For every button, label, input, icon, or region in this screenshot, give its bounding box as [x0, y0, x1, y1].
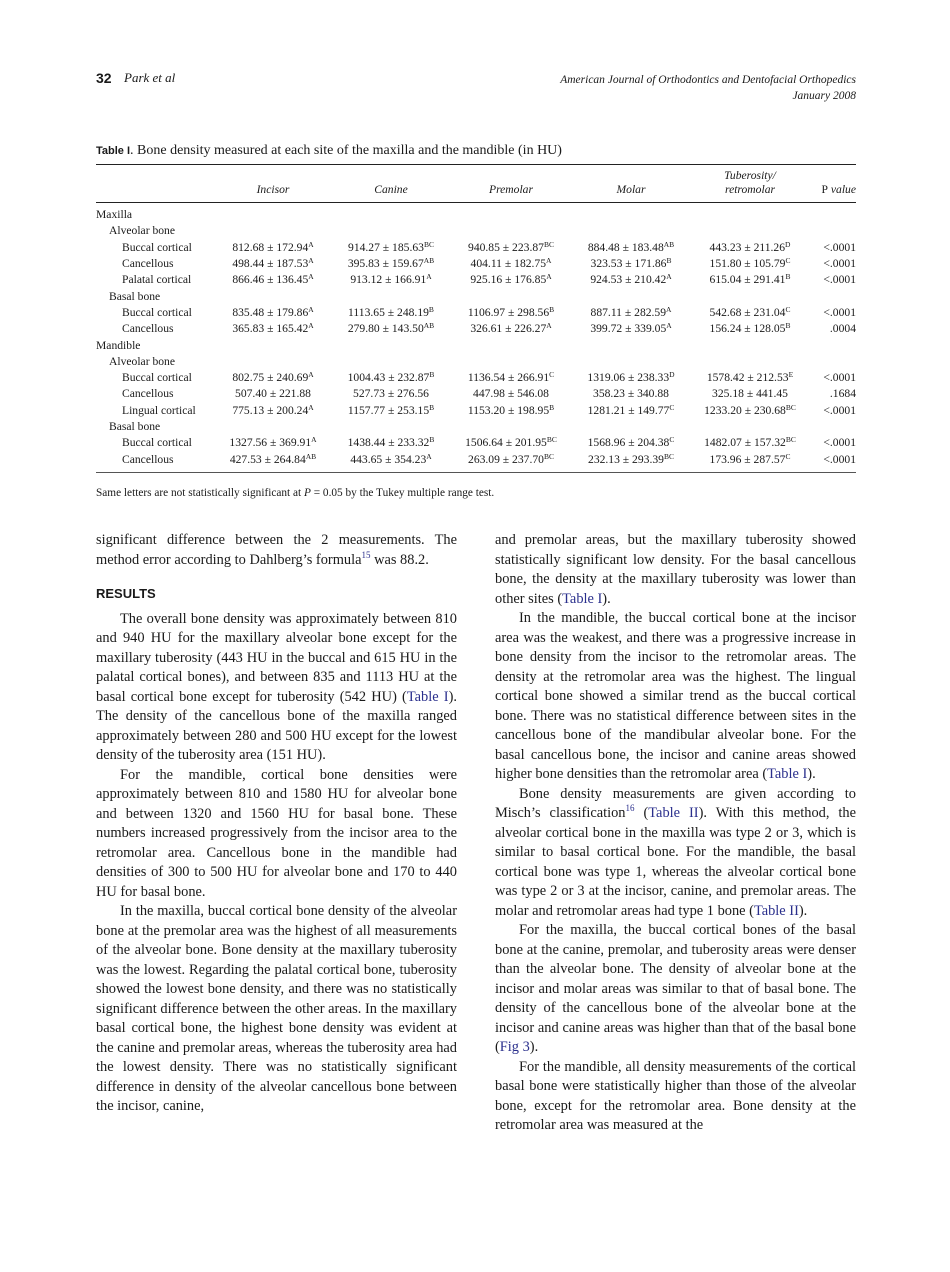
significance-letter: A	[666, 321, 672, 331]
table-row	[96, 451, 856, 472]
significance-letter: AB	[423, 321, 435, 331]
cell-value: $1157.77 \pm 253.15^B$	[347, 402, 435, 417]
significance-letter: C	[669, 402, 675, 412]
significance-letter: C	[785, 451, 791, 461]
p-value: <.0001	[823, 305, 856, 319]
header-incisor: Incisor	[214, 165, 332, 203]
paragraph: significant difference between the 2 measurements. The method error according to Dahlberg’s formula$^{15}$ was 88.2.	[96, 532, 457, 568]
row-label: Basal bone	[109, 420, 161, 433]
table-footnote: Same letters are not statistically significant at P = 0.05 by the Tukey multiple range test.	[96, 487, 495, 499]
cell-value: $1319.06 \pm 238.33^D$	[587, 370, 675, 385]
paragraph: For the mandible, all density measurements of the cortical basal bone were statistically higher than those of the alveolar bone, except for the retromolar area. Bone density at the retromolar area was measured at the	[495, 1058, 856, 1133]
cell-value: $835.48 \pm 179.86^A$	[232, 304, 314, 319]
significance-letter: A	[308, 256, 314, 266]
p-value: <.0001	[823, 403, 856, 417]
header-canine: Canine	[332, 165, 450, 203]
row-label: Basal bone	[109, 289, 161, 303]
significance-letter: AB	[663, 239, 675, 249]
cell-value: $1578.42 \pm 212.53^E$	[706, 370, 794, 385]
significance-letter: B	[549, 402, 555, 412]
header-p-value: P value	[810, 165, 856, 203]
header-site	[96, 165, 214, 203]
cell-value: $1106.97 \pm 298.56^B$	[467, 304, 555, 319]
journal-title: American Journal of Orthodontics and Dentofacial Orthopedics	[560, 74, 856, 86]
row-label: Mandible	[96, 338, 141, 352]
p-value: <.0001	[823, 257, 856, 271]
header-tuberosity: Tuberosity/ retromolar	[690, 165, 810, 203]
cell-value: $1153.20 \pm 198.95^B$	[467, 402, 555, 417]
link-table-2[interactable]: Table II	[648, 805, 699, 821]
significance-letter: BC	[543, 239, 554, 249]
link-table-1[interactable]: Table I	[562, 590, 603, 607]
significance-letter: A	[666, 304, 672, 314]
cell-value: $151.80 \pm 105.79^C$	[709, 256, 791, 271]
row-label: Cancellous	[122, 257, 174, 271]
significance-letter: B	[429, 370, 435, 380]
cell-value: $395.83 \pm 159.67^{AB}$	[347, 256, 435, 271]
right-column	[495, 531, 856, 1136]
cell-value: $812.68 \pm 172.94^A$	[232, 239, 314, 254]
significance-letter: BC	[663, 451, 674, 461]
table-label: Table I	[96, 145, 131, 157]
cell-value: 447.98 ± 546.08	[473, 387, 549, 401]
link-table-1[interactable]: Table I	[767, 766, 808, 782]
significance-letter: B	[428, 304, 434, 314]
cell-value: $173.96 \pm 287.57^C$	[690, 451, 810, 472]
cell-value: $232.13 \pm 293.39^{BC}$	[572, 451, 690, 472]
row-label: Buccal cortical	[122, 305, 192, 319]
table-row	[96, 370, 856, 386]
table-group-row	[96, 419, 856, 435]
significance-letter: A	[311, 435, 317, 445]
significance-letter: A	[308, 239, 314, 249]
significance-letter: C	[785, 304, 791, 314]
cell-value: $1438.44 \pm 233.32^B$	[347, 435, 435, 450]
section-heading-results: RESULTS	[96, 586, 156, 601]
cell-value: 507.40 ± 221.88	[235, 387, 311, 401]
significance-letter: A	[308, 402, 314, 412]
significance-letter: BC	[423, 239, 434, 249]
cell-value: $263.09 \pm 237.70^{BC}$	[450, 451, 572, 472]
cell-value: $925.16 \pm 176.85^A$	[470, 272, 552, 287]
paragraph: In the maxilla, buccal cortical bone density of the alveolar bone at the premolar area was the highest of all measurements of the alveolar bone. Bone density at the maxillary tuberosity was the lowest. Regarding the palatal cortical bone, tuberosity showed the lowest bone density, and there was no statistically significant difference between the other areas. In the maxillary basal cortical bone, the highest bone density was evident at the canine and premolar areas, whereas the tuberosity area had the lowest density. There was no statistically significant difference in density of the alveolar cancellous bone between the incisor, canine,	[96, 903, 457, 1114]
cell-value: $1568.96 \pm 204.38^C$	[587, 435, 675, 450]
table-caption	[96, 143, 562, 159]
p-value: .1684	[829, 387, 856, 401]
p-value: <.0001	[823, 273, 856, 287]
row-label: Buccal cortical	[122, 240, 192, 254]
row-label: Cancellous	[122, 387, 174, 401]
significance-letter: B	[429, 435, 435, 445]
cell-value: $443.23 \pm 211.26^D$	[709, 239, 791, 254]
left-column	[96, 531, 457, 1117]
link-table-2[interactable]: Table II	[753, 902, 799, 919]
row-label: Lingual cortical	[122, 403, 196, 417]
cell-value: $914.27 \pm 185.63^{BC}$	[348, 239, 434, 254]
significance-letter: BC	[785, 435, 796, 445]
row-label: Maxilla	[96, 208, 133, 222]
significance-letter: BC	[785, 402, 796, 412]
row-label: Buccal cortical	[122, 436, 192, 450]
header-premolar: Premolar	[450, 165, 572, 203]
significance-letter: B	[666, 256, 672, 266]
significance-letter: A	[426, 451, 432, 461]
table-row	[96, 256, 856, 272]
row-label: Cancellous	[122, 322, 174, 336]
paragraph: The overall bone density was approximately between 810 and 940 HU for the maxillary alveolar bone except for the maxillary tuberosity (443 HU in the buccal and 615 HU in the palatal cortical bones), and between 835 and 1113 HU at the basal cortical bone except for tuberosity (542 HU) (Table I). The density of the cancellous bone of the maxilla ranged approximately between 280 and 500 HU except for the lowest density of the tuberosity area (151 HU).	[96, 610, 457, 763]
significance-letter: B	[429, 402, 435, 412]
row-label: Cancellous	[96, 451, 214, 472]
cell-value: 358.23 ± 340.88	[593, 387, 669, 401]
cell-value: $1136.54 \pm 266.91^C$	[467, 370, 555, 385]
significance-letter: A	[666, 272, 672, 282]
table-caption-text: . Bone density measured at each site of the maxilla and the mandible (in HU)	[130, 143, 562, 158]
cell-value: $1004.43 \pm 232.87^B$	[347, 370, 435, 385]
cell-value: 325.18 ± 441.45	[712, 387, 788, 401]
cell-value: $156.24 \pm 128.05^B$	[709, 321, 791, 336]
header-molar: Molar	[572, 165, 690, 203]
running-authors: Park et al	[124, 70, 176, 85]
table-row	[96, 435, 856, 451]
cell-value: $1113.65 \pm 248.19^B$	[348, 304, 434, 319]
paragraph: Bone density measurements are given according to Misch’s classification$^{16}$ (Table II). With this method, the alveolar cortical bone in the maxilla was type 2 or 3, which is similar to basal cortical bone. For the mandible, the basal cortical bone was type 1, whereas the alveolar cortical bone was type 2 or 3 at the incisor, canine, and premolar areas. The molar and retromolar areas had type 1 bone (Table II).	[495, 785, 856, 919]
cell-value: $615.04 \pm 291.41^B$	[709, 272, 791, 287]
table-row	[96, 321, 856, 337]
p-value: <.0001	[823, 436, 856, 450]
link-fig-3[interactable]: Fig 3	[499, 1039, 530, 1055]
table-group-row	[96, 337, 856, 353]
significance-letter: AB	[305, 451, 317, 461]
significance-letter: A	[308, 304, 314, 314]
cell-value: 527.73 ± 276.56	[353, 387, 429, 401]
row-label: Buccal cortical	[122, 371, 192, 385]
paragraph: In the mandible, the buccal cortical bone at the incisor area was the weakest, and there was a progressive increase in bone density from the incisor to the retromolar areas. The density at the retromolar area was the highest. The lingual cortical bone showed a similar trend as the buccal cortical bone. There was no statistical difference between sites in the cancellous bone of the mandibular alveolar bone. For the basal cancellous bone, the incisor and canine areas showed higher bone densities than the retromolar area (Table I).	[495, 610, 856, 782]
page-number: 32	[96, 70, 112, 86]
cell-value: $443.65 \pm 354.23^A$	[332, 451, 450, 472]
running-header	[96, 70, 856, 110]
significance-letter: D	[669, 370, 675, 380]
significance-letter: BC	[546, 435, 557, 445]
significance-letter: E	[788, 370, 794, 380]
bone-density-table	[96, 164, 856, 473]
table-row	[96, 240, 856, 256]
journal-date: January 2008	[792, 90, 856, 102]
cell-value: $1506.64 \pm 201.95^{BC}$	[465, 435, 557, 450]
paragraph: For the maxilla, the buccal cortical bones of the basal bone at the canine, premolar, and tuberosity areas were denser than the alveolar bone. The density of alveolar bone at the incisor and molar areas was similar to that of basal bone. The density of the cancellous bone of the alveolar bone at the incisor and canine areas was higher than that of the basal bone (Fig 3).	[495, 922, 856, 1055]
significance-letter: AB	[423, 256, 435, 266]
p-value: <.0001	[823, 371, 856, 385]
table-group-row	[96, 223, 856, 239]
table-row	[96, 403, 856, 419]
table-group-row	[96, 288, 856, 304]
cell-value: $884.48 \pm 183.48^{AB}$	[587, 239, 675, 254]
table-row	[96, 386, 856, 402]
significance-letter: A	[546, 256, 552, 266]
cell-value: $427.53 \pm 264.84^{AB}$	[214, 451, 332, 472]
significance-letter: B	[785, 321, 791, 331]
cell-value: $399.72 \pm 339.05^A$	[590, 321, 672, 336]
cell-value: $279.80 \pm 143.50^{AB}$	[347, 321, 435, 336]
cell-value: $887.11 \pm 282.59^A$	[590, 304, 672, 319]
cell-value: $866.46 \pm 136.45^A$	[232, 272, 314, 287]
significance-letter: B	[549, 304, 555, 314]
significance-letter: A	[546, 272, 552, 282]
significance-letter: B	[785, 272, 791, 282]
citation-16[interactable]: 16	[625, 803, 635, 814]
p-value: <.0001	[823, 240, 856, 254]
significance-letter: BC	[543, 451, 554, 461]
cell-value: $802.75 \pm 240.69^A$	[232, 370, 314, 385]
p-value: <.0001	[810, 451, 856, 472]
cell-value: $498.44 \pm 187.53^A$	[232, 256, 314, 271]
row-label: Palatal cortical	[122, 273, 192, 287]
p-value: .0004	[829, 322, 856, 336]
cell-value: $913.12 \pm 166.91^A$	[350, 272, 432, 287]
cell-value: $1233.20 \pm 230.68^{BC}$	[704, 402, 796, 417]
cell-value: $940.85 \pm 223.87^{BC}$	[468, 239, 554, 254]
paragraph: and premolar areas, but the maxillary tuberosity showed statistically significant low density. For the basal cancellous bone, the density at the maxillary tuberosity was lower than other sites (Table I).	[495, 532, 856, 607]
cell-value: $1281.21 \pm 149.77^C$	[587, 402, 675, 417]
significance-letter: A	[308, 370, 314, 380]
row-label: Alveolar bone	[109, 354, 175, 368]
cell-value: $542.68 \pm 231.04^C$	[709, 304, 791, 319]
table-row	[96, 272, 856, 288]
cell-value: $326.61 \pm 226.27^A$	[470, 321, 552, 336]
cell-value: $775.13 \pm 200.24^A$	[232, 402, 314, 417]
journal-info	[560, 72, 856, 104]
row-label: Alveolar bone	[109, 224, 175, 238]
significance-letter: A	[308, 321, 314, 331]
significance-letter: D	[785, 239, 791, 249]
cell-value: $323.53 \pm 171.86^B$	[590, 256, 672, 271]
cell-value: $924.53 \pm 210.42^A$	[590, 272, 672, 287]
significance-letter: A	[546, 321, 552, 331]
cell-value: $1482.07 \pm 157.32^{BC}$	[704, 435, 796, 450]
cell-value: $365.83 \pm 165.42^A$	[232, 321, 314, 336]
link-table-1[interactable]: Table I	[406, 688, 449, 705]
table-row	[96, 305, 856, 321]
paragraph: For the mandible, cortical bone densities were approximately between 810 and 1580 HU for alveolar bone and between 1320 and 1560 HU for basal bone. These numbers increased progressively from the incisor area to the retromolar area. Cancellous bone in the mandible had densities of 300 to 500 HU for alveolar bone and 170 to 440 HU for basal bone.	[96, 766, 457, 900]
cell-value: $404.11 \pm 182.75^A$	[470, 256, 552, 271]
table-header-row	[96, 165, 856, 203]
significance-letter: C	[549, 370, 555, 380]
citation-15[interactable]: 15	[361, 549, 371, 560]
table-group-row	[96, 354, 856, 370]
significance-letter: C	[785, 256, 791, 266]
significance-letter: C	[669, 435, 675, 445]
significance-letter: A	[426, 272, 432, 282]
significance-letter: A	[308, 272, 314, 282]
table-group-row	[96, 203, 856, 224]
cell-value: $1327.56 \pm 369.91^A$	[229, 435, 317, 450]
